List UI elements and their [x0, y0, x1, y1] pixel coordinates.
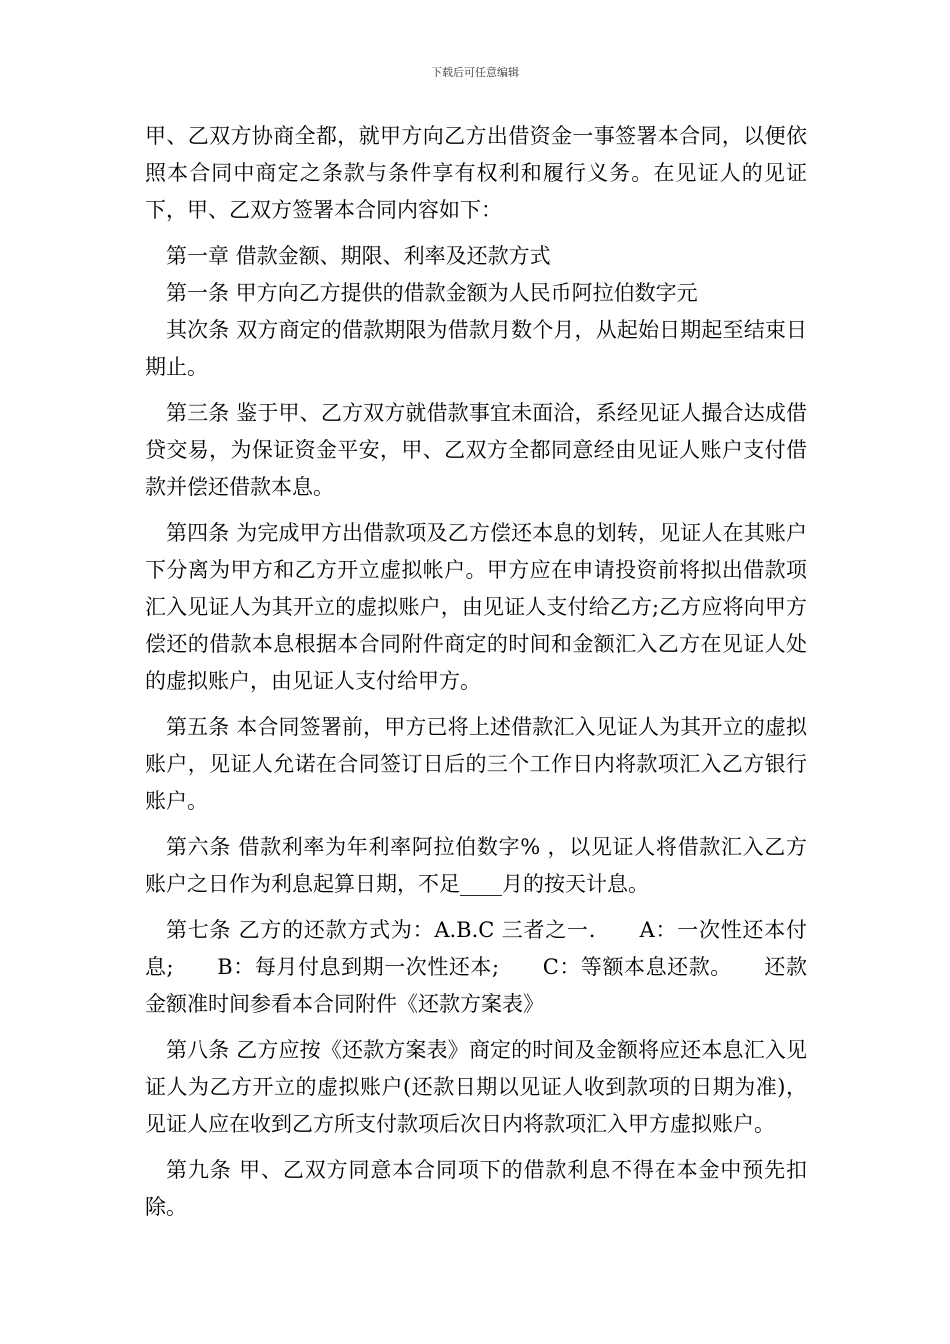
article-5: 第五条 本合同签署前，甲方已将上述借款汇入见证人为其开立的虚拟账户，见证人允诺在合同签订日后的三个工作日内将款项汇入乙方银行账户。	[145, 715, 807, 813]
document-body	[145, 118, 807, 1235]
article-6: 第六条 借款利率为年利率阿拉伯数字% ，以见证人将借款汇入乙方账户之日作为利息起算日期，不足____月的按天计息。	[145, 835, 807, 896]
article-8: 第八条 乙方应按《还款方案表》商定的时间及金额将应还本息汇入见证人为乙方开立的虚拟账户(还款日期以见证人收到款项的日期为准)，见证人应在收到乙方所支付款项后次日内将款项汇入甲方虚拟账户。	[145, 1038, 807, 1136]
article-3: 第三条 鉴于甲、乙方双方就借款事宜未面洽，系经见证人撮合达成借贷交易，为保证资金平安，甲、乙双方全都同意经由见证人账户支付借款并偿还借款本息。	[145, 401, 807, 499]
chapter-heading: 第一章 借款金额、期限、利率及还款方式	[166, 244, 551, 268]
intro-paragraph: 甲、乙双方协商全都，就甲方向乙方出借资金一事签署本合同，以便依照本合同中商定之条款与条件享有权利和履行义务。在见证人的见证下，甲、乙双方签署本合同内容如下：	[145, 124, 807, 222]
page-header: 下载后可任意编辑	[431, 66, 519, 79]
article-7: 第七条 乙方的还款方式为：A.B.C 三者之一. A：一次性还本付息; B：每月付息到期一次性还本; C：等额本息还款。 还款金额准时间参看本合同附件《还款方案表》	[145, 918, 807, 1016]
article-4: 第四条 为完成甲方出借款项及乙方偿还本息的划转，见证人在其账户下分离为甲方和乙方开立虚拟帐户。甲方应在申请投资前将拟出借款项汇入见证人为其开立的虚拟账户，由见证人支付给乙方;乙方应将向甲方偿还的借款本息根据本合同附件商定的时间和金额汇入乙方在见证人处的虚拟账户，由见证人支付给甲方。	[145, 521, 807, 693]
article-1: 第一条 甲方向乙方提供的借款金额为人民币阿拉伯数字元	[166, 281, 698, 305]
article-9: 第九条 甲、乙双方同意本合同项下的借款利息不得在本金中预先扣除。	[145, 1158, 807, 1219]
article-2: 其次条 双方商定的借款期限为借款月数个月，从起始日期起至结束日期止。	[145, 318, 807, 379]
